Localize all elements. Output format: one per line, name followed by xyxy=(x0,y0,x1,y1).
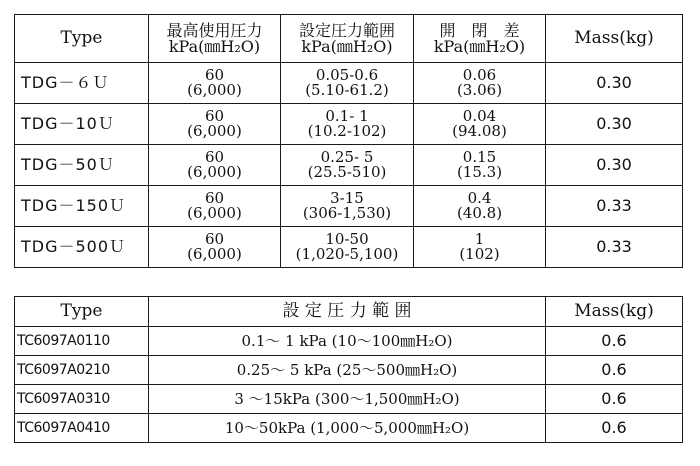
table-header-row xyxy=(15,297,683,327)
max-pressure-kpa: 60 xyxy=(204,66,225,84)
row-type: TDG－500Ｕ xyxy=(15,227,149,268)
table-row xyxy=(15,104,683,145)
setting-range-kpa: 0.1- 1 xyxy=(325,107,369,125)
row-max-pressure xyxy=(149,104,281,145)
max-pressure-mmh2o: (6,000) xyxy=(187,204,242,222)
row-setting-range: 10～50kPa (1,000～5,000㎜H₂O) xyxy=(149,414,546,443)
table-row xyxy=(15,186,683,227)
max-pressure-mmh2o: (6,000) xyxy=(187,81,242,99)
table-row xyxy=(15,385,683,414)
row-type: TDG－50Ｕ xyxy=(15,145,149,186)
row-setting-range: 0.25～ 5 kPa (25～500㎜H₂O) xyxy=(149,356,546,385)
setting-range-kpa: 0.05-0.6 xyxy=(315,66,379,84)
row-type: TC6097A0210 xyxy=(15,356,149,385)
row-mass: 0.6 xyxy=(546,414,683,443)
row-type: TC6097A0310 xyxy=(15,385,149,414)
setting-range-mmh2o: (10.2-102) xyxy=(307,122,387,140)
header-differential xyxy=(414,15,546,63)
max-pressure-kpa: 60 xyxy=(204,230,225,248)
header-mass: Mass(kg) xyxy=(546,297,683,327)
differential-mmh2o: (40.8) xyxy=(456,204,503,222)
differential-mmh2o: (3.06) xyxy=(456,81,503,99)
differential-mmh2o: (15.3) xyxy=(456,163,503,181)
differential-mmh2o: (102) xyxy=(459,245,500,263)
max-pressure-kpa: 60 xyxy=(204,148,225,166)
row-type: TDG－６Ｕ xyxy=(15,63,149,104)
table-row xyxy=(15,414,683,443)
max-pressure-mmh2o: (6,000) xyxy=(187,245,242,263)
row-mass: 0.33 xyxy=(546,227,683,268)
row-differential xyxy=(414,63,546,104)
header-max-pressure-unit: kPa(㎜H₂O) xyxy=(168,36,261,56)
row-mass: 0.30 xyxy=(546,145,683,186)
row-differential xyxy=(414,104,546,145)
setting-range-kpa: 0.25- 5 xyxy=(320,148,374,166)
row-setting-range xyxy=(281,145,414,186)
row-type: TC6097A0410 xyxy=(15,414,149,443)
table-header-row xyxy=(15,15,683,63)
row-differential xyxy=(414,145,546,186)
header-setting-range-unit: kPa(㎜H₂O) xyxy=(301,36,393,56)
row-mass: 0.30 xyxy=(546,63,683,104)
setting-range-mmh2o: (25.5-510) xyxy=(307,163,387,181)
header-differential-title: 開 閉 差 xyxy=(439,20,520,40)
row-setting-range xyxy=(281,227,414,268)
max-pressure-mmh2o: (6,000) xyxy=(187,163,242,181)
row-setting-range xyxy=(281,63,414,104)
row-type: TDG－10Ｕ xyxy=(15,104,149,145)
setting-range-mmh2o: (5.10-61.2) xyxy=(305,81,389,99)
table-row xyxy=(15,63,683,104)
differential-kpa: 0.06 xyxy=(462,66,497,84)
header-type: Type xyxy=(15,297,149,327)
row-mass: 0.6 xyxy=(546,327,683,356)
row-type: TC6097A0110 xyxy=(15,327,149,356)
row-setting-range: 3 ～15kPa (300～1,500㎜H₂O) xyxy=(149,385,546,414)
differential-kpa: 0.04 xyxy=(462,107,497,125)
max-pressure-kpa: 60 xyxy=(204,107,225,125)
setting-range-mmh2o: (1,020-5,100) xyxy=(295,245,399,263)
row-mass: 0.6 xyxy=(546,385,683,414)
row-differential xyxy=(414,186,546,227)
differential-kpa: 0.4 xyxy=(467,189,492,207)
table-row xyxy=(15,327,683,356)
row-max-pressure xyxy=(149,145,281,186)
pressure-switch-spec-table xyxy=(14,14,683,268)
header-mass: Mass(kg) xyxy=(546,15,683,63)
table-row xyxy=(15,145,683,186)
row-setting-range xyxy=(281,104,414,145)
row-max-pressure xyxy=(149,63,281,104)
differential-mmh2o: (94.08) xyxy=(452,122,507,140)
row-type: TDG－150Ｕ xyxy=(15,186,149,227)
max-pressure-mmh2o: (6,000) xyxy=(187,122,242,140)
header-max-pressure-title: 最高使用圧力 xyxy=(166,20,263,40)
max-pressure-kpa: 60 xyxy=(204,189,225,207)
differential-kpa: 0.15 xyxy=(462,148,497,166)
row-differential xyxy=(414,227,546,268)
header-type: Type xyxy=(15,15,149,63)
table-row xyxy=(15,227,683,268)
controller-spec-table xyxy=(14,296,683,443)
differential-kpa: 1 xyxy=(474,230,485,248)
row-setting-range: 0.1～ 1 kPa (10～100㎜H₂O) xyxy=(149,327,546,356)
row-max-pressure xyxy=(149,227,281,268)
row-mass: 0.30 xyxy=(546,104,683,145)
row-mass: 0.6 xyxy=(546,356,683,385)
table-row xyxy=(15,356,683,385)
header-setting-range: 設 定 圧 力 範 囲 xyxy=(149,297,546,327)
header-max-pressure xyxy=(149,15,281,63)
row-max-pressure xyxy=(149,186,281,227)
header-setting-range xyxy=(281,15,414,63)
setting-range-kpa: 3-15 xyxy=(330,189,364,207)
setting-range-mmh2o: (306-1,530) xyxy=(302,204,392,222)
row-setting-range xyxy=(281,186,414,227)
header-differential-unit: kPa(㎜H₂O) xyxy=(433,36,526,56)
row-mass: 0.33 xyxy=(546,186,683,227)
setting-range-kpa: 10-50 xyxy=(325,230,369,248)
header-setting-range-title: 設定圧力範囲 xyxy=(298,20,395,40)
